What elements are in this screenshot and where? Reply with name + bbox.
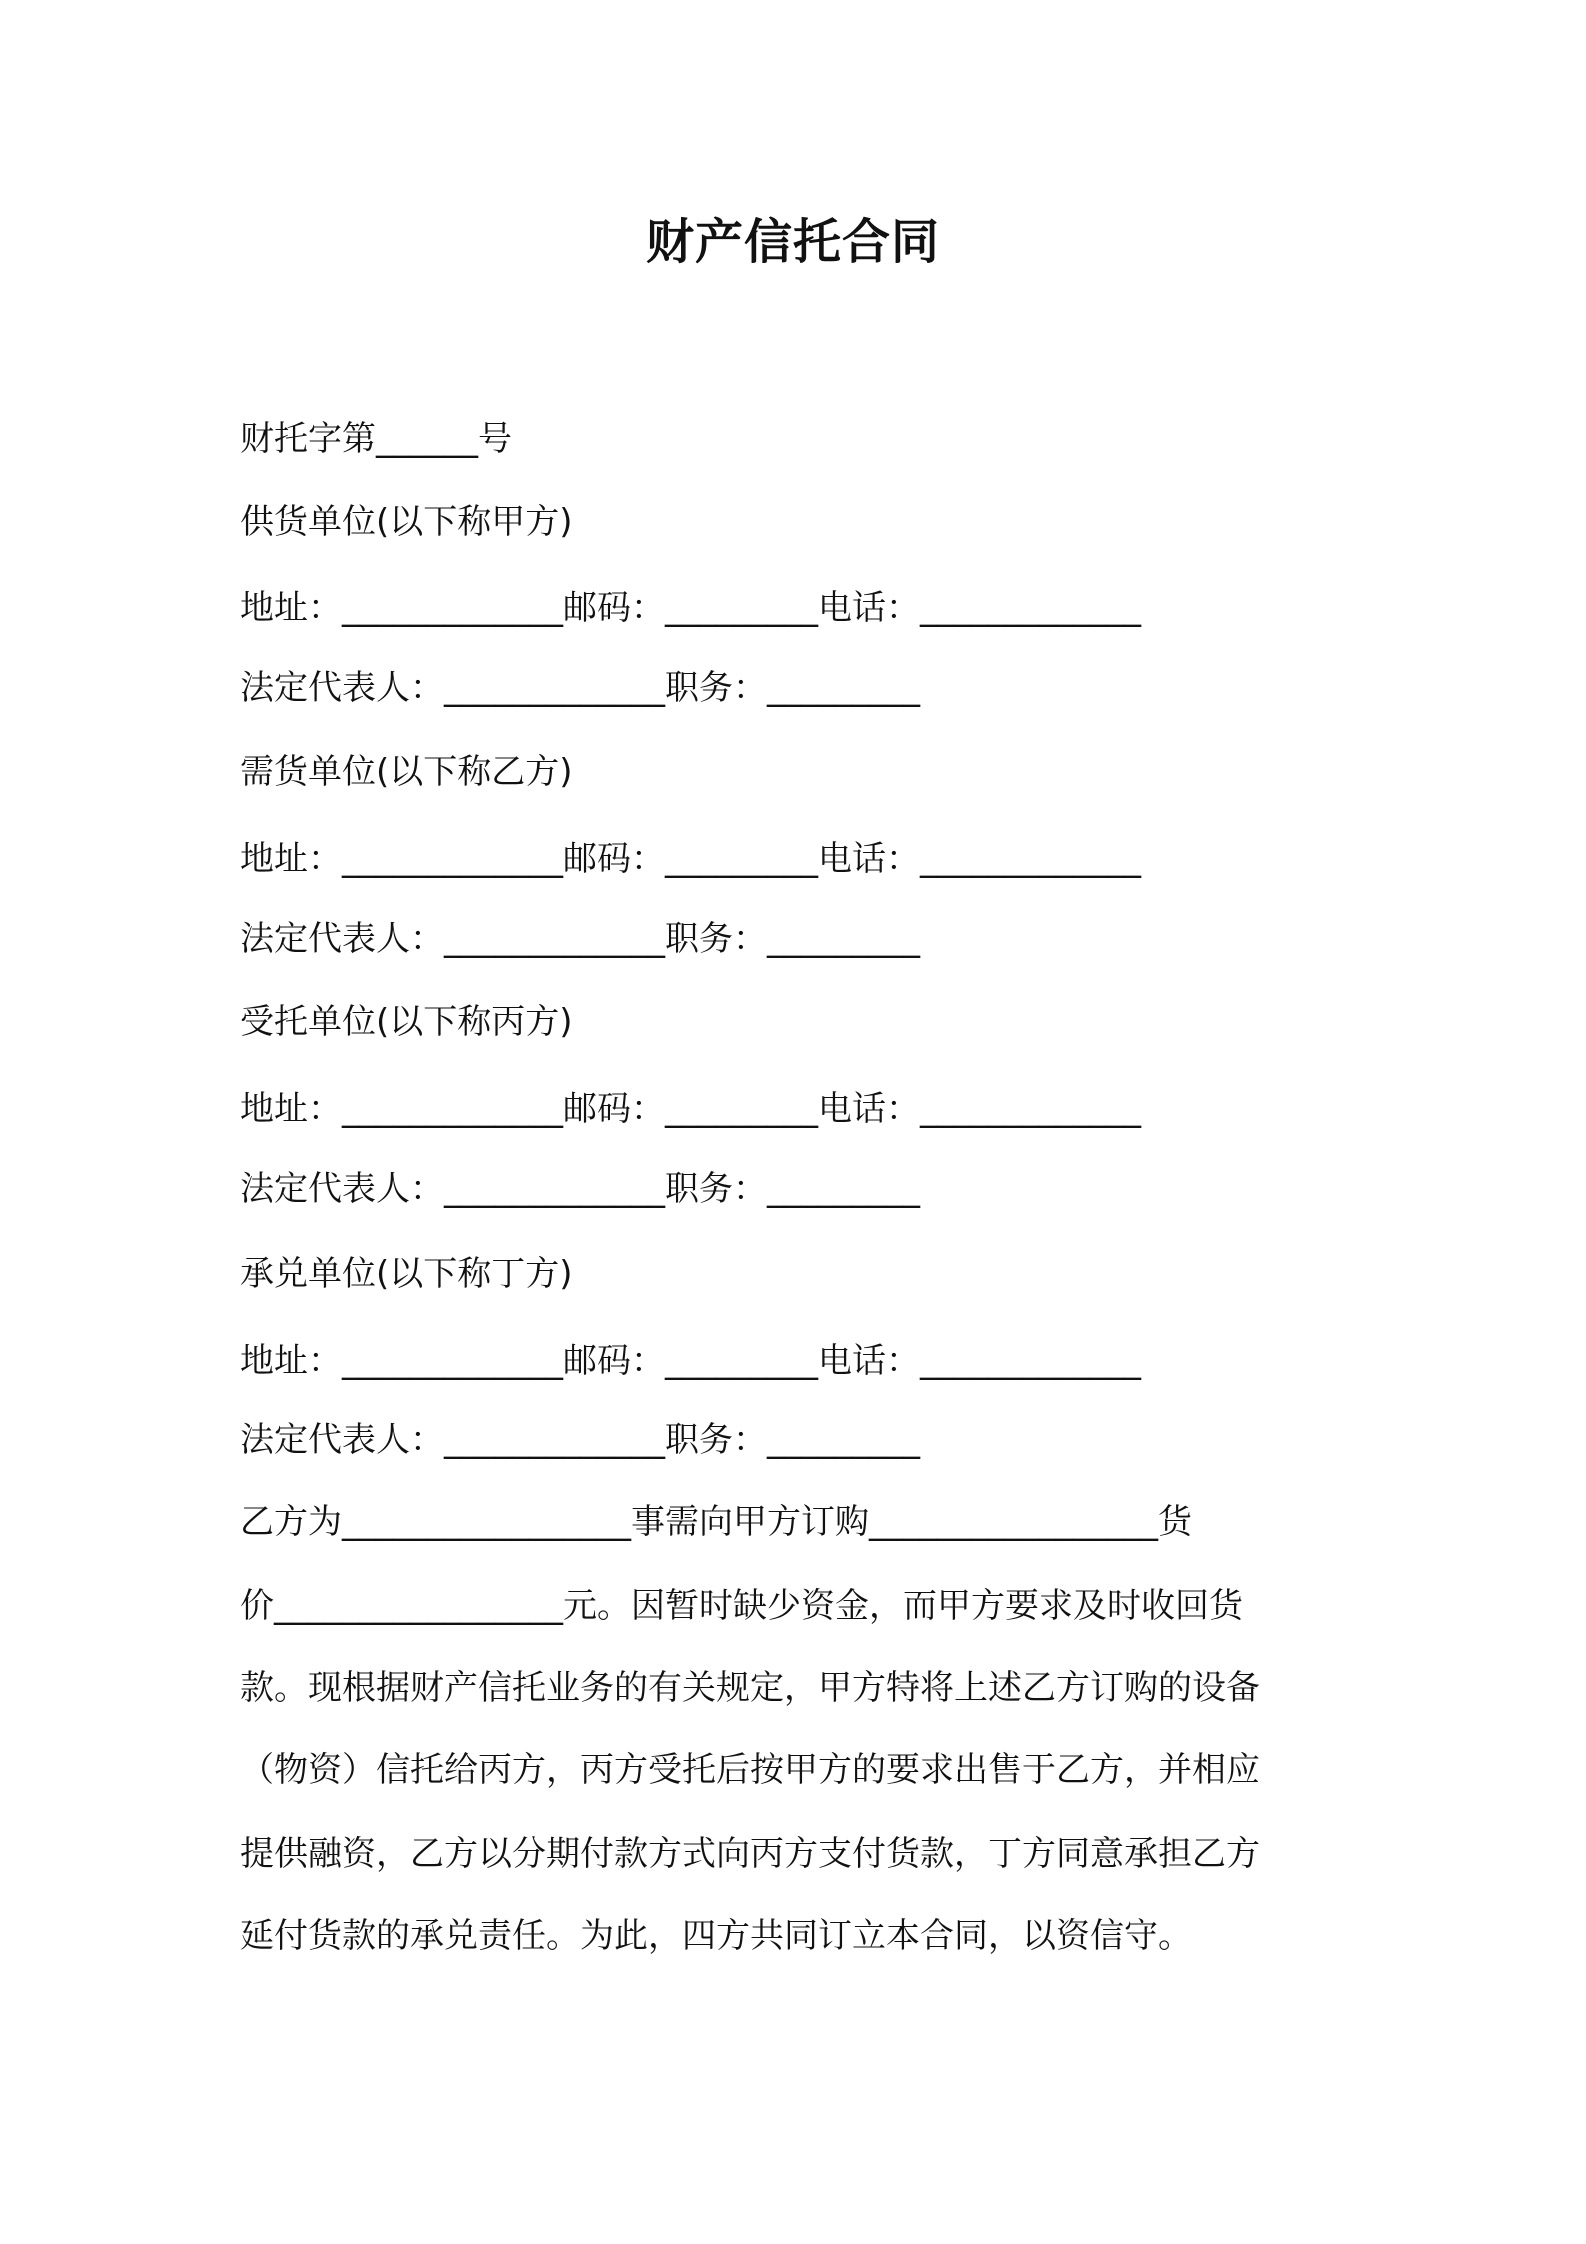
party-d-heading: 承兑单位(以下称丁方)	[240, 1254, 573, 1294]
body-line: （物资）信托给丙方，丙方受托后按甲方的要求出售于乙方，并相应	[240, 1750, 1260, 1790]
party-d-representative: 法定代表人：_____________职务：_________	[240, 1420, 920, 1460]
party-b-contact: 地址：_____________邮码：_________电话：_____________	[240, 839, 1141, 879]
party-b-representative: 法定代表人：_____________职务：_________	[240, 919, 920, 959]
body-line: 款。现根据财产信托业务的有关规定，甲方特将上述乙方订购的设备	[240, 1668, 1260, 1708]
body-line: 延付货款的承兑责任。为此，四方共同订立本合同，以资信守。	[240, 1916, 1192, 1956]
party-a-representative: 法定代表人：_____________职务：_________	[240, 668, 920, 708]
party-c-heading: 受托单位(以下称丙方)	[240, 1002, 573, 1042]
contract-number: 财托字第______号	[240, 419, 512, 459]
party-a-heading: 供货单位(以下称甲方)	[240, 502, 573, 542]
body-line: 价_________________元。因暂时缺少资金，而甲方要求及时收回货	[240, 1586, 1243, 1626]
body-line: 提供融资，乙方以分期付款方式向丙方支付货款，丁方同意承担乙方	[240, 1834, 1260, 1874]
party-d-contact: 地址：_____________邮码：_________电话：_____________	[240, 1341, 1141, 1381]
party-c-representative: 法定代表人：_____________职务：_________	[240, 1169, 920, 1209]
document-title: 财产信托合同	[645, 214, 940, 270]
party-c-contact: 地址：_____________邮码：_________电话：_____________	[240, 1089, 1141, 1129]
party-b-heading: 需货单位(以下称乙方)	[240, 752, 573, 792]
party-a-contact: 地址：_____________邮码：_________电话：_____________	[240, 588, 1141, 628]
body-line: 乙方为_________________事需向甲方订购_________________货	[240, 1502, 1192, 1542]
